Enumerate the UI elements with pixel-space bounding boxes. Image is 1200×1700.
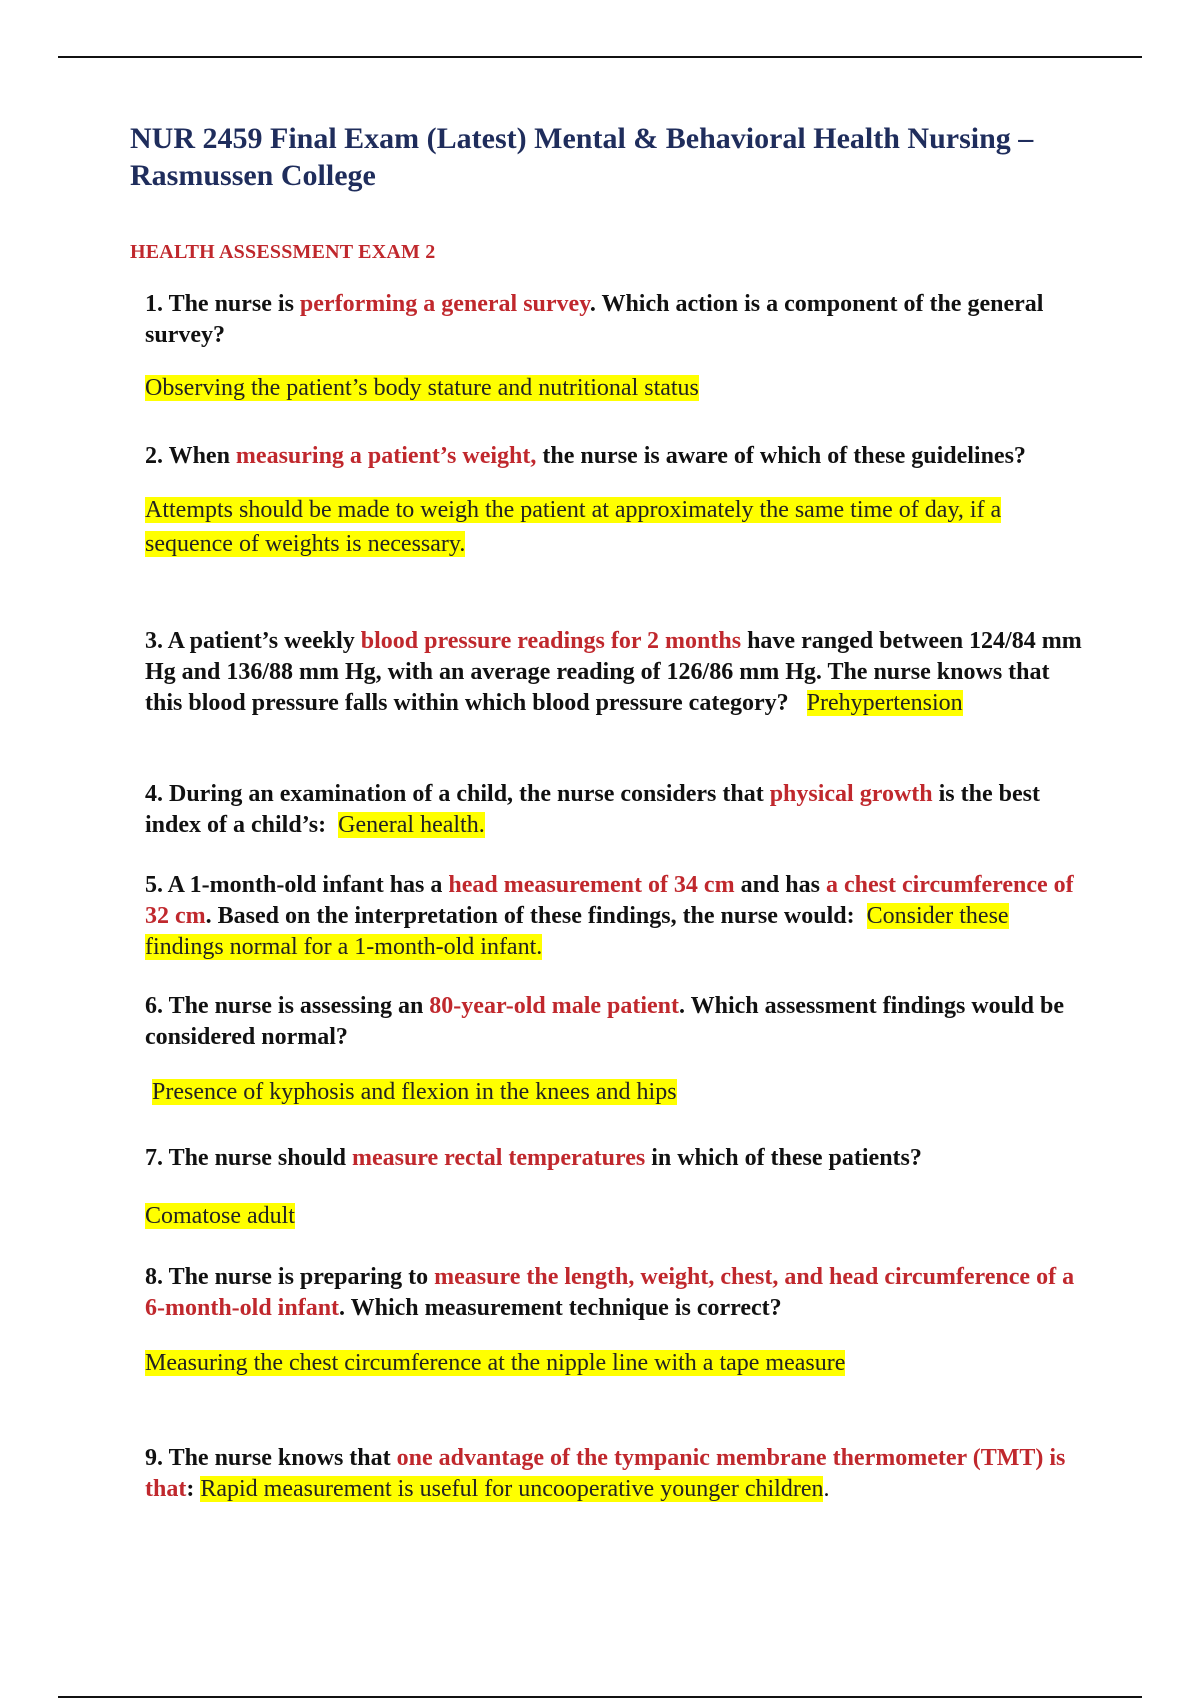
question-4 [145,779,1090,841]
answer-7-highlight: Comatose adult [145,1203,295,1229]
question-6 [145,991,1090,1108]
question-7 [145,1143,1090,1232]
answer-8-highlight: Measuring the chest circumference at the nipple line with a tape measure [145,1350,846,1376]
bottom-rule [58,1696,1142,1698]
answer-4-highlight: General health. [338,812,485,838]
question-3 [145,626,1090,719]
question-1-text: 1. The nurse is performing a general survey. Which action is a component of the general survey? [145,291,1044,348]
answer-2-highlight: Attempts should be made to weigh the patient at approximately the same time of day, if a sequence of weights is necessary. [145,497,1002,557]
question-7-text: 7. The nurse should measure rectal temperatures in which of these patients? [145,1145,922,1171]
question-2 [145,441,1090,561]
answer-5-highlight: Consider these findings normal for a 1-month-old infant. [145,903,1009,960]
question-3-text: 3. A patient’s weekly blood pressure readings for 2 months have ranged between 124/84 mm Hg and 136/88 mm Hg, with an average reading of 126/86 mm Hg. The nurse knows that this blood pressure falls within which blood pressure category? Prehypertension [145,628,1082,716]
question-8 [145,1262,1090,1379]
answer-8 [145,1348,1090,1379]
question-6-text: 6. The nurse is assessing an 80-year-old male patient. Which assessment findings would be considered normal? [145,993,1065,1050]
answer-3-highlight: Prehypertension [806,690,963,716]
question-9-text: 9. The nurse knows that one advantage of the tympanic membrane thermometer (TMT) is that: Rapid measurement is useful for uncooperative younger children. [145,1445,1066,1502]
answer-9-highlight: Rapid measurement is useful for uncooperative younger children [200,1476,824,1502]
answer-6 [145,1077,1090,1108]
top-rule [58,56,1142,58]
section-heading: HEALTH ASSESSMENT EXAM 2 [130,241,436,263]
question-5 [145,870,1090,963]
question-1 [145,289,1090,404]
question-8-text: 8. The nurse is preparing to measure the length, weight, chest, and head circumference of a 6-month-old infant. Which measurement technique is correct? [145,1264,1075,1321]
answer-1-highlight: Observing the patient’s body stature and nutritional status [145,375,699,401]
document-title: NUR 2459 Final Exam (Latest) Mental & Behavioral Health Nursing – Rasmussen College [130,122,1034,192]
question-5-text: 5. A 1-month-old infant has a head measurement of 34 cm and has a chest circumference of 32 cm. Based on the interpretation of these findings, the nurse would: Consider these findings normal for a 1-month-old infant. [145,872,1074,960]
answer-1 [145,373,1090,404]
question-2-text: 2. When measuring a patient’s weight, the nurse is aware of which of these guidelines? [145,443,1026,469]
answer-6-highlight: Presence of kyphosis and flexion in the knees and hips [152,1079,677,1105]
answer-7 [145,1201,1090,1232]
question-4-text: 4. During an examination of a child, the nurse considers that physical growth is the best index of a child’s: General health. [145,781,1040,838]
question-9 [145,1443,1090,1505]
answer-2 [145,493,1090,561]
